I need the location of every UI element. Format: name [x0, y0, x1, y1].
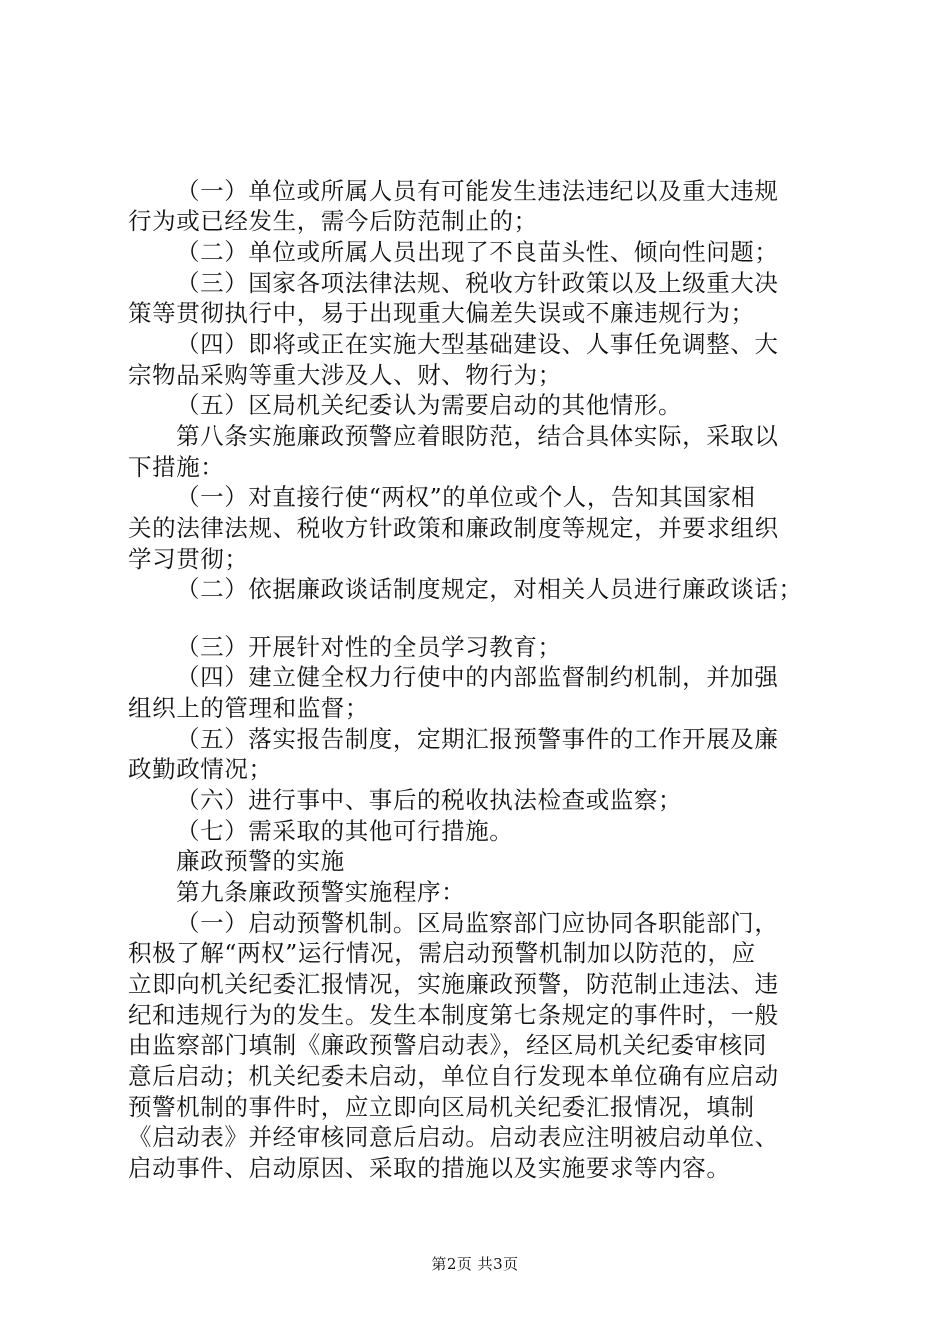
paragraph-line: （一）启动预警机制。区局监察部门应协同各职能部门， — [176, 909, 779, 937]
paragraph-line: （一）单位或所属人员有可能发生违法违纪以及重大违规 — [176, 177, 779, 205]
paragraph-line: （五）落实报告制度，定期汇报预警事件的工作开展及廉 — [176, 725, 779, 753]
paragraph-line: 纪和违规行为的发生。发生本制度第七条规定的事件时，一般 — [128, 1001, 779, 1029]
paragraph-line: 第九条廉政预警实施程序： — [176, 878, 466, 906]
paragraph-line: 宗物品采购等重大涉及人、财、物行为； — [128, 361, 562, 389]
paragraph-line: 策等贯彻执行中，易于出现重大偏差失误或不廉违规行为； — [128, 299, 755, 327]
paragraph-line: 下措施： — [128, 453, 225, 481]
paragraph-line: 由监察部门填制《廉政预警启动表》，经区局机关纪委审核同 — [128, 1031, 767, 1059]
paragraph-line: 启动事件、启动原因、采取的措施以及实施要求等内容。 — [128, 1154, 731, 1182]
paragraph-line: （五）区局机关纪委认为需要启动的其他情形。 — [176, 391, 683, 419]
paragraph-line: 行为或已经发生，需今后防范制止的； — [128, 207, 538, 235]
paragraph-line: 关的法律法规、税收方针政策和廉政制度等规定，并要求组织 — [128, 514, 779, 542]
paragraph-line: （三）国家各项法律法规、税收方针政策以及上级重大决 — [176, 269, 779, 297]
paragraph-line: （一）对直接行使“两权”的单位或个人，告知其国家相 — [176, 483, 756, 511]
paragraph-line: （二）单位或所属人员出现了不良苗头性、倾向性问题； — [176, 238, 779, 266]
section-heading: 廉政预警的实施 — [176, 847, 345, 875]
paragraph-line: 预警机制的事件时，应立即向区局机关纪委汇报情况，填制 — [128, 1093, 755, 1121]
paragraph-line: 意后启动；机关纪委未启动，单位自行发现本单位确有应启动 — [128, 1062, 779, 1090]
paragraph-line: （三）开展针对性的全员学习教育； — [176, 633, 562, 661]
paragraph-line: 第八条实施廉政预警应着眼防范，结合具体实际，采取以 — [176, 422, 779, 450]
paragraph-line: （四）建立健全权力行使中的内部监督制约机制，并加强 — [176, 663, 779, 691]
paragraph-line: （二）依据廉政谈话制度规定，对相关人员进行廉政谈话； — [176, 575, 803, 603]
paragraph-line: 政勤政情况； — [128, 755, 273, 783]
paragraph-line: 积极了解“两权”运行情况，需启动预警机制加以防范的，应 — [128, 939, 756, 967]
paragraph-line: （六）进行事中、事后的税收执法检查或监察； — [176, 786, 683, 814]
paragraph-line: （四）即将或正在实施大型基础建设、人事任免调整、大 — [176, 330, 779, 358]
paragraph-line: 立即向机关纪委汇报情况，实施廉政预警，防范制止违法、违 — [128, 970, 779, 998]
paragraph-line: （七）需采取的其他可行措施。 — [176, 817, 514, 845]
page-footer: 第2页 共3页 — [431, 1255, 519, 1273]
paragraph-line: 学习贯彻； — [128, 545, 249, 573]
paragraph-line: 组织上的管理和监督； — [128, 694, 369, 722]
paragraph-line: 《启动表》并经审核同意后启动。启动表应注明被启动单位、 — [128, 1123, 779, 1151]
